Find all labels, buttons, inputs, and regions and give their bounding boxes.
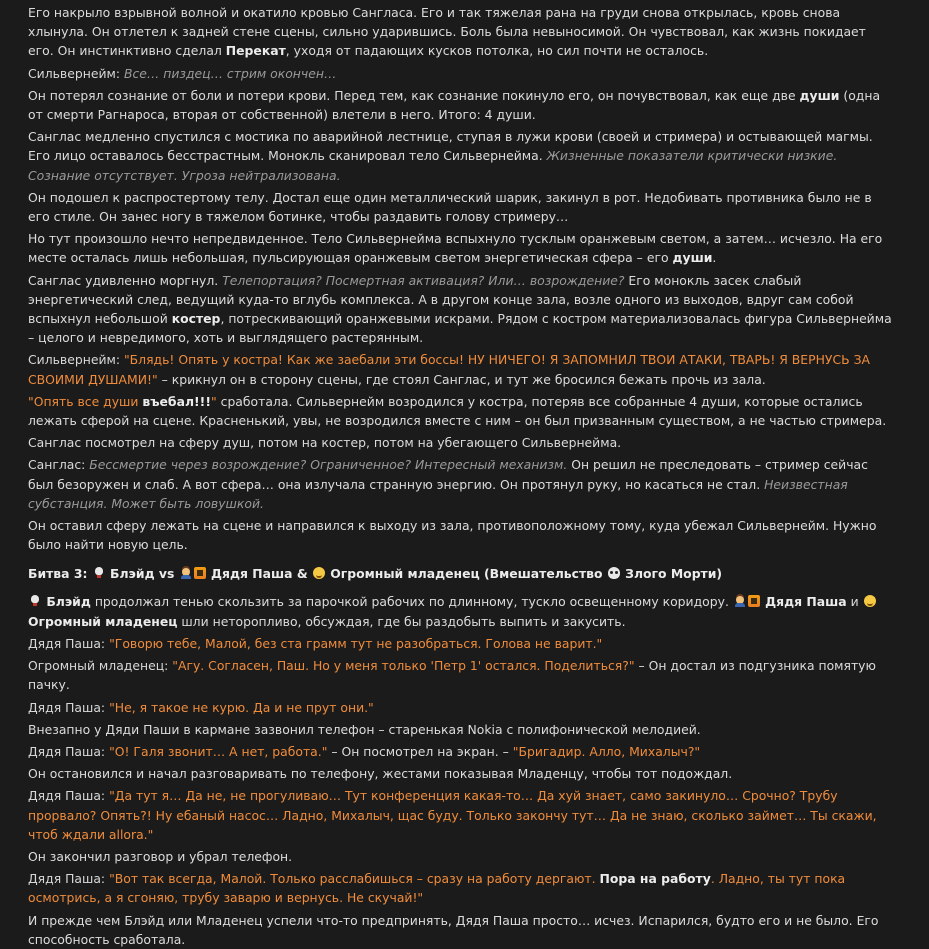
speaker-name: Дядя Паша: <box>28 788 110 804</box>
quote-text: "Блядь! Опять у костра! Как же заебали эти боссы! НУ НИЧЕГО! Я ЗАПОМНИЛ ТВОИ АТАКИ, ТВАРЬ! Я ВЕРНУСЬ ЗА СВОИМИ ДУШАМИ!" <box>28 352 870 387</box>
text-run: костер <box>171 311 221 327</box>
text-run: Санглас медленно спустился с мостика по аварийной лестнице, ступая в лужи крови (своей и стримера) и остывающей магмы. Его лицо оставалось бесстрастным. Монокль сканировал тело Сильвернейма. <box>28 129 873 164</box>
quote-text: "О! Галя звонит… А нет, работа." <box>109 743 328 759</box>
text-run: Битва 3: <box>28 566 92 582</box>
quote-text: "Агу. Согласен, Паш. Но у меня только 'Петр 1' остался. Поделиться?" <box>172 658 635 674</box>
message-paragraph <box>28 720 893 739</box>
speaker-name: Огромный младенец: <box>28 658 173 674</box>
message-paragraph <box>28 869 893 907</box>
text-run: , потрескивающий оранжевыми искрами. Рядом с костром материализовалась фигура Сильвернейма – целого и невредимого, хоть и выглядящего растерянным. <box>28 311 892 346</box>
text-run: Он потерял сознание от боли и потери крови. Перед тем, как сознание покинуло его, он почувствовал, как еще две <box>28 87 800 103</box>
thought-text: Телепортация? Посмертная активация? Или… возрождение? <box>222 272 625 288</box>
message-paragraph <box>28 127 893 185</box>
text-run: души <box>672 250 713 266</box>
text-run: Огромный младенец (Вмешательство <box>325 566 607 582</box>
battle-heading <box>28 564 893 583</box>
text-run: Огромный младенец <box>28 613 178 629</box>
skull-icon <box>93 567 105 579</box>
thought-text: Неизвестная субстанция. Может быть ловушкой. <box>28 476 848 511</box>
text-run: Санглас удивленно моргнул. <box>28 272 223 288</box>
text-run: и <box>846 594 863 610</box>
quote-text: Пора на работу <box>599 871 711 887</box>
text-run: Дядя Паша <box>760 594 847 610</box>
message-paragraph <box>28 229 893 267</box>
text-run: Он оставил сферу лежать на сцене и направился к выходу из зала, противоположному тому, куда убежал Сильвернейм. Нужно было найти новую цель. <box>28 518 877 553</box>
message-paragraph <box>28 742 893 761</box>
quote-text: "Вот так всегда, Малой. Только расслабишься – сразу на работу дергают. <box>109 871 600 887</box>
text-run: – крикнул он в сторону сцены, где стоял Санглас, и тут же бросился бежать прочь из зала. <box>157 371 766 387</box>
text-run: – Он достал из подгузника помятую пачку. <box>28 658 876 693</box>
message-paragraph <box>28 350 893 388</box>
message-paragraph <box>28 786 893 844</box>
message-paragraph <box>28 764 893 783</box>
quote-text: "Не, я такое не курю. Да и не прут они." <box>109 699 374 715</box>
text-run: И прежде чем Блэйд или Младенец успели что-то предпринять, Дядя Паша просто… исчез. Испарился, будто его и не было. Его способность сработала. <box>28 912 879 947</box>
text-run: (одна от смерти Рагнароса, вторая от собственной) влетели в него. Итого: 4 души. <box>28 87 881 123</box>
message-paragraph <box>28 86 893 124</box>
speaker-name: Дядя Паша: <box>28 635 110 651</box>
skull-icon <box>29 595 41 607</box>
text-run: – Он посмотрел на экран. – <box>327 743 513 759</box>
text-run: Перекат <box>225 43 286 59</box>
quote-text: "Опять все души <box>28 393 143 409</box>
message-paragraph <box>28 188 893 226</box>
text-run: Он решил не преследовать – стример сейчас был безоружен и слаб. А вот сфера… она излучала странную энергию. Он протянул руку, но касаться не стал. <box>28 457 868 492</box>
text-run: . <box>712 250 717 266</box>
message-paragraph <box>28 911 893 949</box>
baby-icon <box>313 567 325 579</box>
thought-text: Жизненные показатели критически низкие. Сознание отсутствует. Угроза нейтрализована. <box>28 148 838 183</box>
text-run: сработала. Сильвернейм возродился у костра, потеряв все собранные 4 души, которые остались лежать сферой на сцене. Красненький, увы, не возродился вместе с ним – он был призванным существом, а не частью стримера. <box>28 393 887 429</box>
message-paragraph <box>28 516 893 554</box>
text-run: Его накрыло взрывной волной и окатило кровью Сангласа. Его и так тяжелая рана на груди снова открылась, кровь снова хлынула. Он отлетел к задней стене сцены, сильно ударившись. Боль была невыносимой. Он чувствовал, как жизнь покидает его. Он инстинктивно сделал <box>28 5 866 59</box>
text-run: шли неторопливо, обсуждая, где бы раздобыть выпить и закусить. <box>177 613 626 629</box>
text-run: Злого Морти) <box>620 566 723 582</box>
text-run: Он закончил разговор и убрал телефон. <box>28 848 293 864</box>
message-paragraph <box>28 592 893 630</box>
speaker-name: Санглас: <box>28 457 90 473</box>
message-paragraph <box>28 698 893 717</box>
quote-text: въебал!!! <box>142 393 211 409</box>
message-paragraph <box>28 64 893 83</box>
text-run: продолжал тенью скользить за парочкой рабочих по длинному, тускло освещенному коридору. <box>90 594 733 610</box>
message-paragraph <box>28 3 893 61</box>
message-paragraph <box>28 433 893 452</box>
text-run: Блэйд <box>42 594 91 610</box>
text-run: Но тут произошло нечто непредвиденное. Тело Сильвернейма вспыхнуло тусклым оранжевым светом, а затем… исчезло. На его месте осталась лишь небольшая, пульсирующая оранжевым светом энергетическая сфера – его <box>28 231 883 266</box>
text-run: Дядя Паша & <box>206 566 312 582</box>
text-run: Он остановился и начал разговаривать по телефону, жестами показывая Младенцу, чтобы тот подождал. <box>28 766 733 782</box>
message-paragraph <box>28 634 893 653</box>
thought-text: Бессмертие через возрождение? Ограниченное? Интересный механизм. <box>89 457 568 473</box>
text-run: души <box>799 87 840 103</box>
quote-text: "Говорю тебе, Малой, без ста грамм тут не разобраться. Голова не варит." <box>109 635 603 651</box>
quote-text: " <box>210 393 217 409</box>
quote-text: . Ладно, ты тут пока осмотрись, а я сгоняю, трубу заварю и вернусь. Не скучай!" <box>28 871 846 906</box>
speaker-name: Дядя Паша: <box>28 743 110 759</box>
text-run: Блэйд vs <box>105 566 179 582</box>
message-paragraph <box>28 271 893 348</box>
quote-text: "Да тут я… Да не, не прогуливаю… Тут конференция какая-то… Да хуй знает, само закинуло… Срочно? Трубу прорвало? Опять?! Ну ебаный насос… Ладно, Михалыч, щас буду. Только закончу тут… Да не знаю, сколько займет… Ты скажи, чтоб ждали allora." <box>28 788 877 842</box>
message-paragraph <box>28 656 893 694</box>
speaker-name: Сильвернейм: <box>28 65 124 81</box>
man-icon <box>180 567 192 579</box>
message-paragraph <box>28 392 893 430</box>
construction-worker-icon <box>748 595 760 607</box>
text-run: Санглас посмотрел на сферу душ, потом на костер, потом на убегающего Сильвернейма. <box>28 435 622 451</box>
mask-icon <box>608 567 620 579</box>
text-run: Его монокль засек слабый энергетический след, ведущий куда-то вглубь комплекса. А в другом конце зала, возле одного из выходов, вдруг сам собой вспыхнул небольшой <box>28 272 854 327</box>
baby-icon <box>864 595 876 607</box>
quote-text: "Бригадир. Алло, Михалыч?" <box>512 743 701 759</box>
text-run: Он подошел к распростертому телу. Достал еще один металлический шарик, закинул в рот. Недобивать противника было не в его стиле. Он занес ногу в тяжелом ботинке, чтобы раздавить голову стримеру… <box>28 189 872 225</box>
man-icon <box>734 595 746 607</box>
thought-text: Все… пиздец… стрим окончен… <box>123 65 337 81</box>
message-paragraph <box>28 455 893 513</box>
text-run: Внезапно у Дяди Паши в кармане зазвонил телефон – старенькая Nokia с полифонической мелодией. <box>28 721 701 737</box>
speaker-name: Дядя Паша: <box>28 699 110 715</box>
construction-worker-icon <box>194 567 206 579</box>
message-paragraph <box>28 847 893 866</box>
speaker-name: Дядя Паша: <box>28 871 110 887</box>
speaker-name: Сильвернейм: <box>28 352 124 368</box>
text-run: , уходя от падающих кусков потолка, но сил почти не осталось. <box>285 43 709 59</box>
